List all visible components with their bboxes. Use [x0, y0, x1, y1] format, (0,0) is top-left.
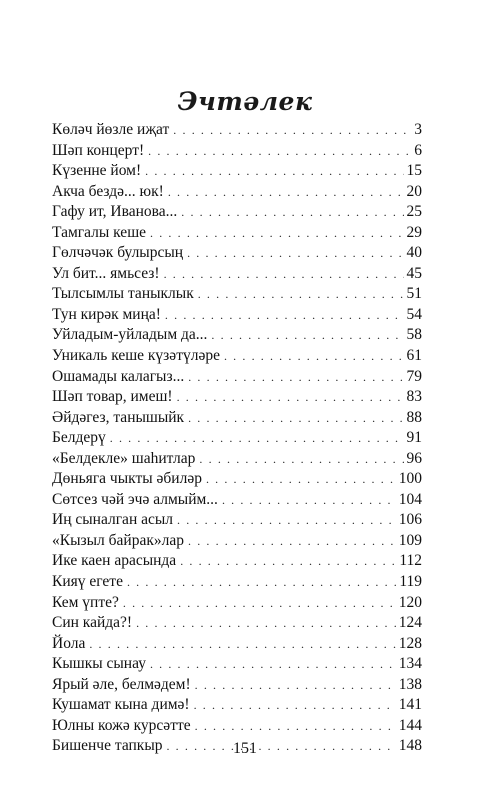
toc-leader-dots [145, 161, 403, 182]
toc-entry [52, 593, 422, 614]
toc-entry [52, 223, 422, 244]
toc-entry-page: 144 [398, 716, 422, 734]
toc-entry-title: Гөлчәчәк булырсың [52, 244, 184, 262]
toc-entry-page: 104 [398, 490, 422, 508]
toc-leader-dots [198, 284, 404, 305]
toc-entry-page: 91 [406, 429, 422, 447]
toc-entry [52, 284, 422, 305]
toc-entry-page: 20 [406, 182, 422, 200]
toc-entry-title: Күзенне йом! [52, 162, 142, 180]
toc-entry [52, 675, 422, 696]
toc-entry-page: 83 [406, 388, 422, 406]
toc-leader-dots [165, 305, 404, 326]
toc-entry-title: Тылсымлы таныклык [52, 285, 194, 303]
toc-leader-dots [211, 325, 403, 346]
toc-leader-dots [206, 469, 396, 490]
toc-entry [52, 572, 422, 593]
toc-leader-dots [194, 695, 396, 716]
toc-leader-dots [187, 243, 403, 264]
toc-entry-page: 106 [398, 511, 422, 529]
page-number: 151 [233, 740, 257, 757]
toc-entry-page: 128 [398, 634, 422, 652]
toc-entry-title: Кем үпте? [52, 593, 119, 611]
toc-entry [52, 346, 422, 367]
toc-entry-page: 79 [406, 367, 422, 385]
toc-entry-page: 61 [406, 347, 422, 365]
toc-entry-title: Шәп концерт! [52, 141, 145, 159]
toc-entry-page: 119 [399, 573, 422, 591]
toc-entry-title: «Кызыл байрак»лар [52, 531, 184, 549]
toc-entry-page: 138 [398, 675, 422, 693]
toc-entry-title: Тун кирәк миңа! [52, 305, 161, 323]
toc-entry [52, 161, 422, 182]
toc-entry-title: Ярый әле, белмәдем! [52, 675, 191, 693]
toc-entry-title: Ошамады калагыз... [52, 367, 185, 385]
toc-leader-dots [180, 551, 396, 572]
toc-leader-dots [199, 449, 403, 470]
toc-entry-title: Сөтсез чәй эчә алмыйм... [52, 490, 218, 508]
toc-entry-page: 25 [406, 203, 422, 221]
toc-entry-page: 88 [406, 408, 422, 426]
table-of-contents [52, 120, 422, 757]
toc-entry [52, 449, 422, 470]
toc-entry [52, 120, 422, 141]
toc-leader-dots [177, 387, 404, 408]
toc-leader-dots [188, 367, 403, 388]
toc-entry [52, 613, 422, 634]
toc-entry-title: Ике каен арасында [52, 552, 177, 570]
toc-leader-dots [188, 531, 396, 552]
toc-entry [52, 202, 422, 223]
toc-entry-title: Тамгалы кеше [52, 223, 147, 241]
toc-entry-page: 54 [406, 305, 422, 323]
toc-leader-dots [222, 490, 396, 511]
toc-entry [52, 367, 422, 388]
toc-entry [52, 408, 422, 429]
toc-entry-title: Дөньяга чыкты әбиләр [52, 470, 202, 488]
toc-entry-page: 3 [414, 121, 422, 138]
toc-entry [52, 634, 422, 655]
toc-leader-dots [224, 346, 404, 367]
toc-entry-page: 29 [406, 223, 422, 241]
toc-entry-title: Син кайда?! [52, 614, 133, 632]
toc-entry-page: 124 [398, 614, 422, 632]
toc-leader-dots [110, 428, 404, 449]
toc-entry-page: 141 [398, 696, 422, 714]
toc-entry-title: Көләч йөзле иҗат [52, 121, 170, 138]
toc-leader-dots [123, 593, 396, 614]
toc-entry [52, 551, 422, 572]
toc-leader-dots [181, 202, 403, 223]
toc-entry [52, 469, 422, 490]
toc-entry [52, 182, 422, 203]
toc-leader-dots [168, 182, 404, 203]
toc-leader-dots [173, 120, 411, 141]
toc-entry-page: 40 [406, 244, 422, 262]
toc-entry [52, 243, 422, 264]
toc-entry-page: 100 [398, 470, 422, 488]
toc-entry-page: 96 [406, 449, 422, 467]
toc-entry-title: Кышкы сынау [52, 655, 146, 673]
toc-entry [52, 695, 422, 716]
toc-leader-dots [150, 654, 396, 675]
toc-entry-page: 58 [406, 326, 422, 344]
toc-entry-title: Белдерү [52, 429, 106, 447]
toc-entry-title: Шәп товар, имеш! [52, 388, 173, 406]
toc-entry-title: Йола [52, 634, 86, 652]
toc-entry-page: 45 [406, 264, 422, 282]
toc-leader-dots [148, 141, 411, 162]
toc-leader-dots [195, 675, 396, 696]
toc-entry-title: Акча бездә... юк! [52, 182, 164, 200]
toc-entry [52, 141, 422, 162]
toc-entry [52, 716, 422, 737]
toc-entry-title: Иң сыналган асыл [52, 511, 174, 529]
toc-entry-page: 15 [406, 162, 422, 180]
toc-entry-page: 120 [398, 593, 422, 611]
toc-leader-dots [188, 408, 403, 429]
toc-entry-title: Уйладым-уйладым да... [52, 326, 208, 344]
toc-entry-title: Гафу ит, Иванова... [52, 203, 178, 221]
toc-leader-dots [89, 634, 395, 655]
page-title: Эчтәлек [177, 86, 313, 116]
toc-entry-page: 148 [398, 737, 422, 755]
toc-entry-page: 134 [398, 655, 422, 673]
toc-entry-title: Юлны кожә курсәтте [52, 716, 191, 734]
toc-entry [52, 387, 422, 408]
toc-entry-title: Әйдәгез, танышыйк [52, 408, 185, 426]
toc-entry-page: 112 [399, 552, 422, 570]
toc-entry-title: «Белдекле» шаһитлар [52, 449, 196, 467]
toc-entry-title: Кушамат кына димә! [52, 696, 190, 714]
toc-entry-title: Кияү егете [52, 573, 123, 591]
toc-leader-dots [136, 613, 396, 634]
toc-entry-title: Бишенче тапкыр [52, 737, 163, 755]
toc-leader-dots [127, 572, 396, 593]
toc-leader-dots [164, 264, 404, 285]
toc-leader-dots [177, 510, 396, 531]
toc-entry [52, 305, 422, 326]
toc-entry [52, 654, 422, 675]
toc-entry [52, 325, 422, 346]
toc-entry-page: 6 [414, 141, 422, 159]
toc-entry-page: 109 [398, 531, 422, 549]
toc-leader-dots [150, 223, 403, 244]
toc-entry [52, 490, 422, 511]
toc-entry-title: Уникаль кеше күзәтүләре [52, 347, 220, 365]
toc-entry [52, 531, 422, 552]
toc-entry [52, 510, 422, 531]
toc-entry [52, 428, 422, 449]
toc-entry-title: Ул бит... ямьсез! [52, 264, 160, 282]
toc-entry [52, 264, 422, 285]
toc-entry-page: 51 [406, 285, 422, 303]
toc-leader-dots [195, 716, 396, 737]
